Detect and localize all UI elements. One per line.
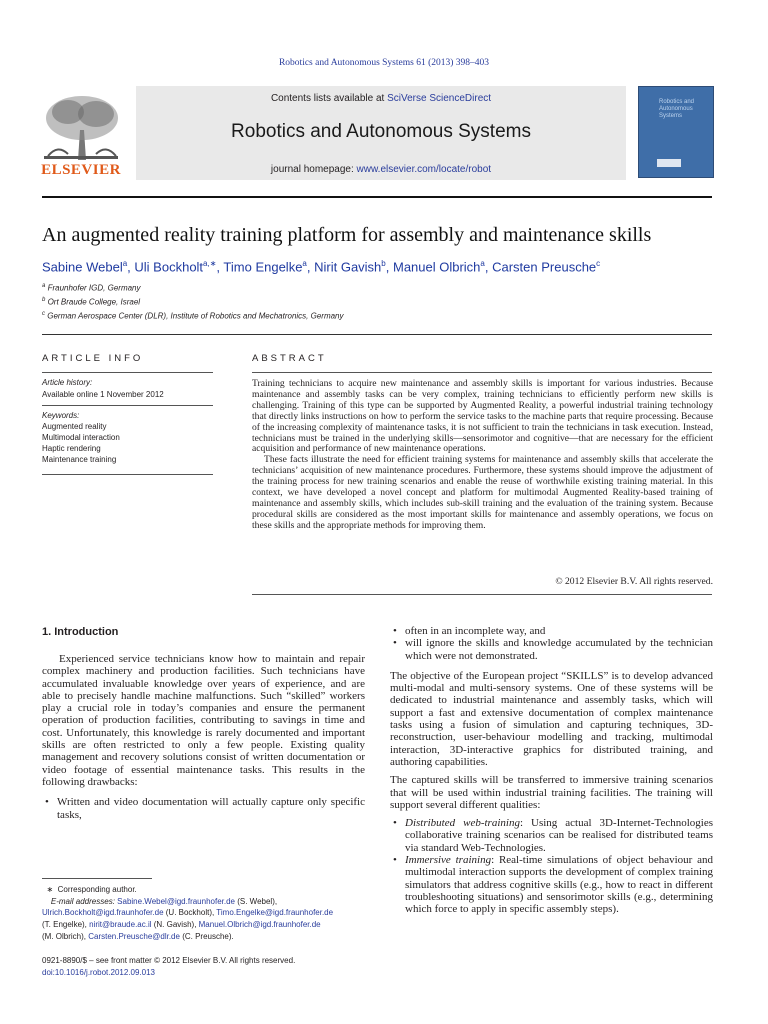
drawbacks-list [42,796,365,821]
body-paragraph: Experienced service technicians know how to maintain and repair complex machinery and production facilities. Such technicians have accumulated invaluable knowledge over years of experience, and are able to precisely handle machine malfunctions. Such “skilled” workers play a crucial role in today’s companies and ensure the permanent operation of production facilities, contributing to savings in time and cost. Unfortunately, this knowledge is rarely documented and important skills are often restricted to only a few people. Existing quality management and recovery solutions consist of written documentation or video footage of essential maintenance tasks. This results in the following drawbacks: [42,653,365,788]
abstract-body [252,379,713,532]
email-link[interactable]: Ulrich.Bockholt@igd.fraunhofer.de [42,908,164,918]
keyword: Multimodal interaction [42,433,120,442]
email-owner: (S. Webel), [235,896,278,906]
author-sup[interactable]: b [381,259,386,268]
list-item: • will ignore the skills and knowledge accumulated by the technician which were not demonstrated. [390,637,713,662]
author-name[interactable]: Carsten Preusche [492,259,597,275]
affiliation-sup: c [42,311,45,317]
author-sup[interactable]: a [480,259,485,268]
email-owner: (M. Olbrich), [42,931,89,941]
quality-text: : Real-time simulations of object behaviour and multimodal interaction supports the development of complex training simulators that address cognitive skills (e.g., how to react in different troubleshooting situations) and sensorimotor skills (e.g., determining which force to apply in specific assembly steps). [405,854,713,916]
affiliation [42,297,140,307]
email-link[interactable]: Sabine.Webel@igd.fraunhofer.de [117,896,235,906]
body-paragraph: The captured skills will be transferred to immersive training scenarios that will be used within industrial training facilities. The training will support several different qualities: [390,774,713,811]
list-item: • Written and video documentation will actually capture only specific tasks, [42,796,365,821]
affiliation-sup: a [42,283,46,289]
qualities-list [390,817,713,915]
author-name[interactable]: Nirit Gavish [314,259,382,275]
left-column [42,653,365,821]
quality-text: : Using actual 3D-Internet-Technologies collaborative training scenarios can be realised for distributed teams via standard Web-Technologies. [405,817,714,854]
email-link[interactable]: Carsten.Preusche@dlr.de [88,931,180,941]
list-item: • often in an incomplete way, and [390,625,713,637]
email-link[interactable]: nirit@braude.ac.il [89,920,152,930]
email-owner: (C. Preusche). [179,931,234,941]
abstract-rule [252,372,712,373]
homepage-link[interactable]: www.elsevier.com/locate/robot [356,164,492,175]
elsevier-wordmark: ELSEVIER [41,162,121,178]
affiliation-text: German Aerospace Center (DLR), Institute of Robotics and Mechatronics, Germany [47,311,344,321]
author-name[interactable]: Uli Bockholt [134,259,204,275]
keyword: Augmented reality [42,422,107,431]
front-matter-line: 0921-8890/$ – see front matter © 2012 Elsevier B.V. All rights reserved. [42,956,296,965]
quality-label: Distributed web-training [405,817,520,830]
list-item [390,854,713,915]
homepage-prefix: journal homepage: [270,164,357,175]
author-name[interactable]: Manuel Olbrich [392,259,481,275]
email-label: E-mail addresses: [50,896,115,906]
star-mark: ∗ [46,885,54,894]
affiliation [42,311,344,321]
body-paragraph: The objective of the European project “SKILLS” is to develop advanced multi-modal and multi-sensory systems. One of these systems will be dedicated to industrial maintenance and assembly tasks, which will support a fast and extensive documentation of complex maintenance tasks using a fusion of simulation and capturing techniques, 3D-reconstruction, user-behaviour modelling and tracking, multimodal interaction, 3D-interactive graphics for distributed training, and authoring capabilities. [390,669,713,768]
email-addresses [42,896,372,943]
corresponding-note [42,884,372,896]
email-link[interactable]: Timo.Engelke@igd.fraunhofer.de [216,908,334,918]
journal-citation[interactable]: Robotics and Autonomous Systems 61 (2013) 398–403 [278,58,490,68]
author-sup[interactable]: a,∗ [203,259,217,268]
title-rule [42,334,712,335]
abstract-heading: ABSTRACT [252,353,327,364]
keyword: Haptic rendering [42,444,101,453]
sciencedirect-link[interactable]: SciVerse ScienceDirect [387,93,492,104]
doi-link[interactable]: doi:10.1016/j.robot.2012.09.013 [42,967,155,977]
affiliation-text: Ort Braude College, Israel [47,297,141,307]
keyword: Maintenance training [42,455,117,464]
contents-line [136,93,626,104]
header-rule [42,196,712,198]
author-sup[interactable]: a [302,259,307,268]
abstract-rule [252,594,712,595]
history-value: Available online 1 November 2012 [42,390,164,399]
affiliation-text: Fraunhofer IGD, Germany [47,283,141,293]
history-label: Article history: [42,378,93,387]
quality-label: Immersive training [405,854,492,867]
author-name[interactable]: Timo Engelke [223,259,303,275]
contents-prefix: Contents lists available at [270,93,388,104]
copyright-line: © 2012 Elsevier B.V. All rights reserved. [555,576,713,587]
author-list: Sabine Webel$^a$, Uli Bockholt$^{a,∗}$, Timo Engelke$^a$, Nirit Gavish$^b$, Manuel Olbrich$^a$, Carsten Preusche$^c$ [42,259,601,275]
right-column [390,625,713,916]
email-owner: (U. Bockholt), [163,908,217,918]
email-owner: (T. Engelke), [42,920,90,930]
homepage-line [136,164,626,175]
affiliation [42,283,141,293]
email-owner: (N. Gavish), [151,920,199,930]
author-sup[interactable]: c [596,259,601,268]
list-item [390,817,713,854]
cover-label-block [657,159,681,167]
abstract-paragraph: These facts illustrate the need for efficient training systems for maintenance and assembly skills that accelerate the technicians’ acquisition of new maintenance procedures. Furthermore, these systems should improve the adjustment of the training process for new training scenarios and enable the reuse of worthwhile existing training material. In this context, we have developed a novel concept and platform for multimodal Augmented Reality-based training of maintenance and assembly skills, which includes sub-skill training and the evaluation of the training system. Because procedural skills are considered as the most important skills for maintenance and assembly operations, we focus on these skills and the appropriate methods for improving them. [252,454,713,531]
journal-title: Robotics and Autonomous Systems [231,121,531,142]
corresponding-text: Corresponding author. [57,885,137,894]
info-rule [42,405,213,406]
front-matter [42,955,372,978]
section-heading: 1. Introduction [42,626,119,638]
affiliation-sup: b [42,297,46,303]
info-rule [42,474,213,475]
info-rule [42,372,213,373]
author-sup[interactable]: a [122,259,128,268]
abstract-paragraph: Training technicians to acquire new maintenance and assembly skills is important for various industries. Because maintenance and assembly tasks can be very complex, training technicians to efficiently perform new skills is challenging. Training of this type can be supported by Augmented Reality, a powerful industrial training technology that directly links instructions on how to perform the service tasks to the machine parts that require processing. Because of the increasing complexity of maintenance tasks, it is not sufficient to train the technicians in task execution. Instead, technicians must be trained in the underlying skills—sensorimotor and cognitive—that are necessary for the efficient acquisition and performance of new maintenance operations. [252,378,713,455]
footnote-rule [42,878,152,879]
author-name[interactable]: Sabine Webel [42,259,123,275]
footnotes [42,884,372,943]
drawbacks-list-continued [390,625,713,662]
email-link[interactable]: Manuel.Olbrich@igd.fraunhofer.de [198,920,321,930]
cover-title: Robotics and Autonomous Systems [659,99,695,119]
article-info-heading: ARTICLE INFO [42,353,144,364]
paper-title: An augmented reality training platform for assembly and maintenance skills [42,224,652,246]
keywords-label: Keywords: [42,411,80,420]
journal-cover-thumbnail[interactable] [638,86,714,178]
